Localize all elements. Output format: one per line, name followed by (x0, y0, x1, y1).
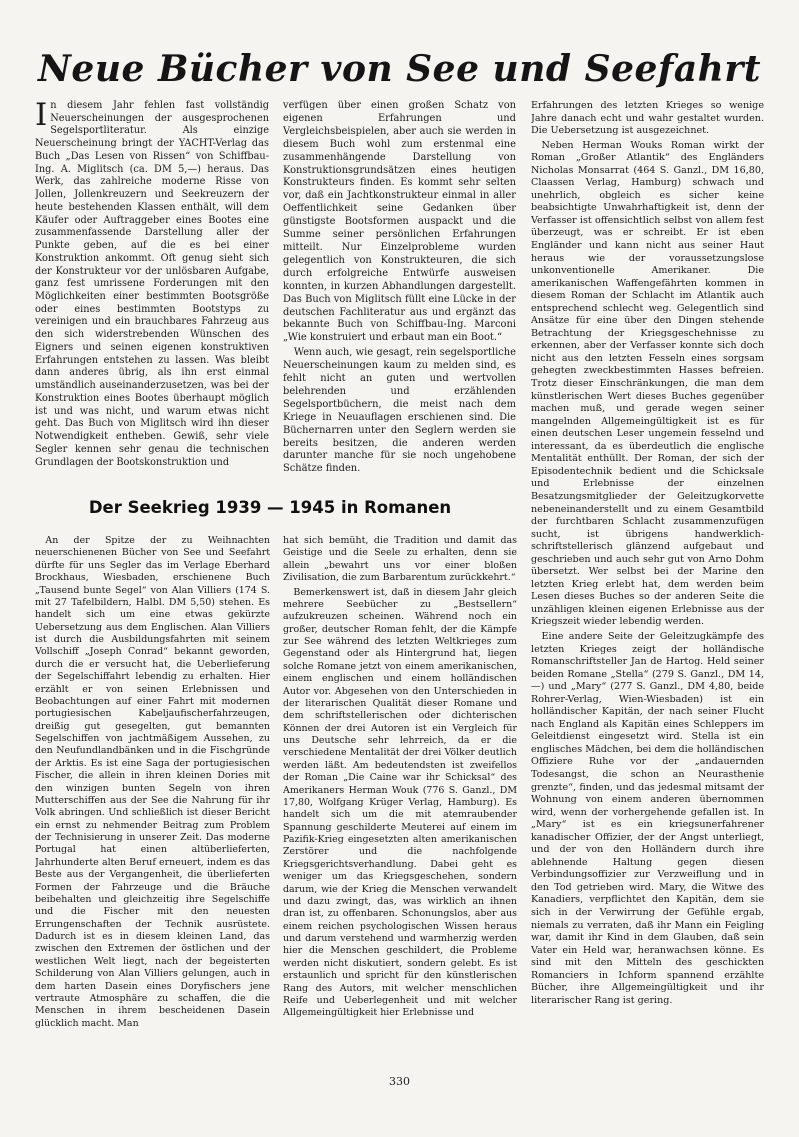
article-column-1 (35, 100, 269, 475)
paragraph: Erfahrungen des letzten Krieges so wenige Jahre danach echt und wahr gestaltet wurden. Die Uebersetzung ist ausgezeichnet. (531, 100, 764, 137)
section-column-1 (35, 535, 270, 1030)
intro-paragraph (35, 100, 269, 469)
drop-cap: I (35, 100, 48, 133)
page-number: 330 (389, 1075, 410, 1088)
section-column-2 (283, 535, 517, 1030)
page-title: Neue Bücher von See und Seefahrt (38, 48, 761, 90)
paragraph: Wenn auch, wie gesagt, rein segelsportliche Neuerscheinungen kaum zu melden sind, es fehlt nicht an guten und wertvollen belehrenden und erzählenden Segelsportbüchern, die meist nach dem Kriege in Neuauflagen erschienen sind. Die Büchernarren unter den Seglern werden sie bereits besitzen, die anderen werden darunter manche für sie noch ungehobene Schätze finden. (283, 347, 516, 475)
section-heading: Der Seekrieg 1939 — 1945 in Romanen (88, 498, 452, 517)
article-column-2 (283, 100, 516, 480)
paragraph: hat sich bemüht, die Tradition und damit das Geistige und die Seele zu erhalten, denn sie allein „bewahrt uns vor einer bloßen Zivilisation, die zum Barbarentum zurückkehrt.“ (283, 535, 517, 584)
paragraph-text: n diesem Jahr fehlen fast vollständig Neuerscheinungen der ausgesprochenen Segelsportliteratur. Als einzige Neuerscheinung bringt der YACHT-Verlag das Buch „Das Lesen von Rissen“ von Schiffbau-Ing. A. Miglitsch (ca. DM 5,—) heraus. Das Werk, das zahlreiche moderne Risse von Jollen, Jollenkreuzern und Seekreuzern der heute bestehenden Klassen enthält, will dem Käufer oder Auftraggeber eines Bootes eine zusammenfassende Darstellung aller der Punkte geben, auf die es bei einer Konstruktion ankommt. Oft genug sieht sich der Konstrukteur vor der unlösbaren Aufgabe, ganz fest umrissene Forderungen mit den Möglichkeiten einer bestimmten Bootsgröße oder eines bestimmten Bootstyps zu vereinigen und ein brauchbares Fahrzeug aus den sich widerstrebenden Wünschen des Eigners und seinen eigenen konstruktiven Erfahrungen entstehen zu lassen. Was bleibt dann anderes übrig, als ihn erst einmal umständlich auseinanderzusetzen, was bei der Konstruktion eines Bootes überhaupt möglich ist und was nicht, und warum etwas nicht geht. Das Buch von Miglitsch wird ihn dieser Notwendigkeit entheben. Gewiß, sehr viele Segler kennen sehr genau die technischen Grundlagen der Bootskonstruktion und (35, 100, 269, 468)
paragraph: Neben Herman Wouks Roman wirkt der Roman „Großer Atlantik“ des Engländers Nicholas Monsarrat (464 S. Ganzl., DM 16,80, Claassen Verlag, Hamburg) schwach und unehrlich, obgleich es sicher keine beabsichtigte Unwahrhaftigkeit ist, denn der Verfasser ist offensichtlich selbst von allem fest überzeugt, was er schreibt. Er ist eben Engländer und kann nicht aus seiner Haut heraus wie der voraussetzungslose unkonventionelle Amerikaner. Die amerikanischen Waffengefährten kommen in diesem Roman der Schlacht im Atlantik auch entsprechend schlecht weg. Gelegentlich sind Ansätze für eine über den Dingen stehende Betrachtung der Kriegsgeschehnisse zu erkennen, aber der Verfasser konnte sich doch nicht aus den letzten Fesseln eines sorgsam gehegten zweckbestimmten Hasses befreien. Trotz dieser Einschränkungen, die man dem künstlerischen Wert dieses Buches gegenüber machen muß, und gerade wegen seiner mangelnden Allgemeingültigkeit ist es für einen deutschen Leser ungemein fesselnd und interessant, da es überdeutlich die englische Mentalität enthüllt. Der Roman, der sich der Episodentechnik bedient und die Schicksale und Erlebnisse der einzelnen Besatzungsmitglieder der Geleitzugkorvette nebeneinanderstellt und zu einem Gesamtbild der furchtbaren Schlacht zusammenzufügen sucht, ist übrigens handwerklich-schriftstellerisch glänzend aufgebaut und geschrieben und auch sehr gut von Arno Dohm übersetzt. Wer selbst bei der Marine den letzten Krieg erlebt hat, dem werden beim Lesen dieses Buches so der anderen Seite die unzähligen kleinen eigenen Erlebnisse aus der Kriegszeit wieder lebendig werden. (531, 139, 764, 628)
paragraph: verfügen über einen großen Schatz von eigenen Erfahrungen und Vergleichsbeispielen, aber auch sie werden in diesem Buch wohl zum erstenmal eine zusammenhängende Darstellung von Konstruktionsgrundsätzen eines heutigen Konstrukteurs finden. Es kommt sehr selten vor, daß ein Jachtkonstrukteur einmal in aller Oeffentlichkeit seine Gedanken über günstigste Bootsformen auspackt und die Summe seiner persönlichen Erfahrungen mitteilt. Nur Einzelprobleme wurden gelegentlich von Konstrukteuren, die sich durch erfolgreiche Entwürfe ausweisen konnten, in kurzen Abhandlungen dargestellt. Das Buch von Miglitsch füllt eine Lücke in der deutschen Fachliteratur aus und ergänzt das bekannte Buch von Schiffbau-Ing. Marconi „Wie konstruiert und erbaut man ein Boot.“ (283, 100, 516, 344)
paragraph: Eine andere Seite der Geleitzugkämpfe des letzten Krieges zeigt der holländische Romanschriftsteller Jan de Hartog. Held seiner beiden Romane „Stella“ (279 S. Ganzl., DM 14,—) und „Mary“ (277 S. Ganzl., DM 4,80, beide Rohrer-Verlag, Wien-Wiesbaden) ist ein holländischer Kapitän, der nach seiner Flucht nach England als Kapitän eines Schleppers im Geleitdienst eingesetzt wird. Stella ist ein englisches Mädchen, bei dem die holländischen Offiziere Ruhe vor der „andauernden Todesangst, die schon an Neurasthenie grenzte“, finden, und das jedesmal mitsamt der Wohnung von einem anderen übernommen wird, wenn der vorhergehende gefallen ist. In „Mary“ ist es ein kriegsunerfahrener kanadischer Offizier, der der Angst unterliegt, und der von den Holländern durch ihre ablehnende Haltung gegen diesen Verbindungsoffizier zur Verzweiflung und in den Tod getrieben wird. Mary, die Witwe des Kanadiers, verpflichtet den Kapitän, dem sie sich in der Verwirrung der Gefühle ergab, niemals zu verraten, daß ihr Mann ein Feigling war, damit ihr Kind in dem Glauben, daß sein Vater ein Held war, heranwachsen könne. Es sind mit den Mitteln des geschickten Romanciers in Ichform spannend erzählte Bücher, ihre Allgemeingültigkeit und ihr literarischer Rang ist gering. (531, 630, 764, 1006)
article-column-3 (531, 100, 764, 1025)
paragraph: An der Spitze der zu Weihnachten neuerschienenen Bücher von See und Seefahrt dürfte für uns Segler das im Verlage Eberhard Brockhaus, Wiesbaden, erschienene Buch „Tausend bunte Segel“ von Alan Villiers (174 S. mit 27 Tafelbildern, Halbl. DM 5,50) stehen. Es handelt sich um eine etwas gekürzte Uebersetzung aus dem Englischen. Alan Villiers ist durch die Ausbildungsfahrten mit seinem Vollschiff „Joseph Conrad“ bekannt geworden, durch die er versucht hat, die Ueberlieferung der Segelschiffahrt lebendig zu erhalten. Hier erzählt er von seinen Erlebnissen und Beobachtungen auf einer Fahrt mit modernen portugiesischen Kabeljaufischerfahrzeugen, dreißig gut gesegelten, gut bemannten Segelschiffen von jachtmäßigem Aussehen, zu den Neufundlandbänken und in die Fischgründe der Arktis. Es ist eine Saga der portugiesischen Fischer, die allein in ihren kleinen Dories mit den winzigen bunten Segeln von ihren Mutterschiffen aus der See die Nahrung für ihr Volk abringen. Und schließlich ist dieser Bericht ein ernst zu nehmender Beitrag zum Problem der Technisierung in unserer Zeit. Das moderne Portugal hat einen altüberlieferten, Jahrhunderte alten Beruf erneuert, indem es das Beste aus der Vergangenheit, die überlieferten Formen der Fahrzeuge und die Bräuche beibehalten und gleichzeitig ihre Segelschiffe und die Fischer mit den neuesten Errungenschaften der Technik ausrüstete. Dadurch ist es in diesem kleinen Land, das zwischen den Extremen der östlichen und der westlichen Welt liegt, nach der begeisterten Schilderung von Alan Villiers gelungen, auch in dem harten Dasein eines Doryfischers jene vertraute Atmosphäre zu schaffen, die die Menschen in ihrem bescheidenen Dasein glücklich macht. Man (35, 535, 270, 1029)
paragraph: Bemerkenswert ist, daß in diesem Jahr gleich mehrere Seebücher zu „Bestsellern“ aufzukreuzen scheinen. Während noch ein großer, deutscher Roman fehlt, der die Kämpfe zur See während des letzten Weltkrieges zum Gegenstand oder als Hintergrund hat, liegen solche Romane jetzt von einem amerikanischen, einem englischen und einem holländischen Autor vor. Abgesehen von den Unterschieden in der literarischen Qualität dieser Romane und dem schriftstellerischen oder dichterischen Können der drei Autoren ist ein Vergleich für uns Deutsche sehr lehrreich, da er die verschiedene Mentalität der drei Völker deutlich werden läßt. Am bedeutendsten ist zweifellos der Roman „Die Caine war ihr Schicksal“ des Amerikaners Herman Wouk (776 S. Ganzl., DM 17,80, Wolfgang Krüger Verlag, Hamburg). Es handelt sich um die mit atemraubender Spannung geschilderte Meuterei auf einem im Pazifik-Krieg eingesetzten alten amerikanischen Zerstörer und die nachfolgende Kriegsgerichtsverhandlung. Dabei geht es weniger um das Kriegsgeschehen, sondern darum, wie der Krieg die Menschen verwandelt und dazu zwingt, das, was wirklich an ihnen dran ist, zu offenbaren. Schonungslos, aber aus einem reichen psychologischen Wissen heraus und darum verstehend und warmherzig werden hier die Menschen geschildert, die Probleme werden nicht diskutiert, sondern gelebt. Es ist erstaunlich und spricht für den künstlerischen Rang des Autors, mit welcher menschlichen Reife und Ueberlegenheit und mit welcher Allgemeingültigkeit hier Erlebnisse und (283, 586, 517, 1019)
